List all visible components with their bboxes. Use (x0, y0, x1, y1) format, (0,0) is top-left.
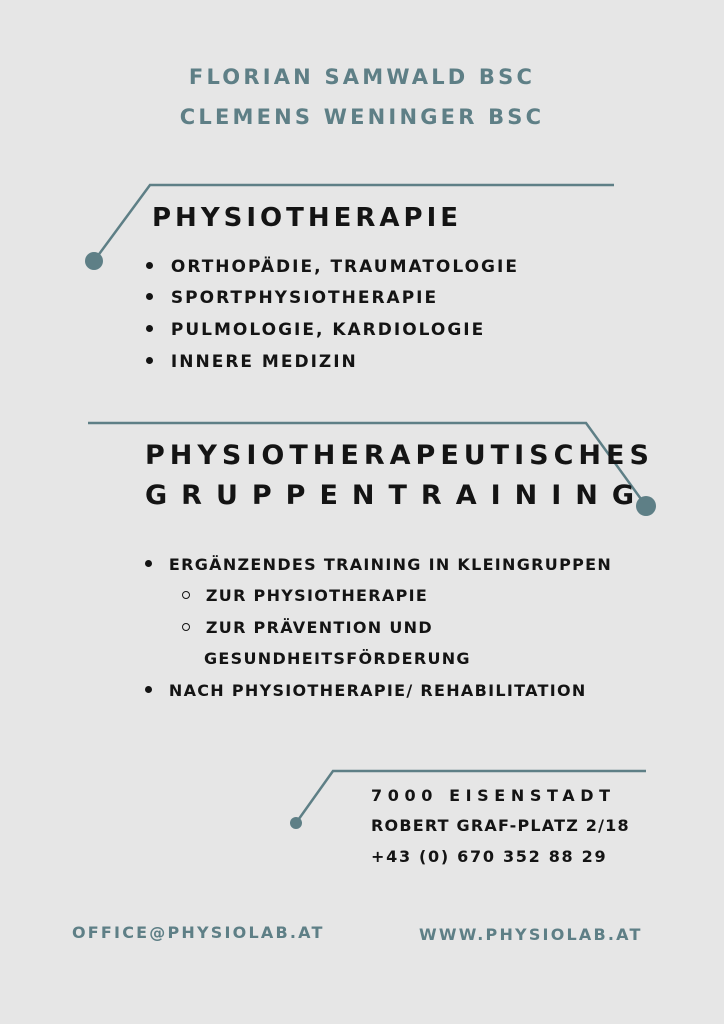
sub-list-item (182, 586, 428, 605)
hollow-bullet-icon (182, 623, 190, 631)
list-item-label: NACH PHYSIOTHERAPIE/ REHABILITATION (168, 681, 587, 700)
sub-list-item-continuation: GESUNDHEITSFÖRDERUNG (204, 649, 471, 668)
list-item (146, 320, 485, 340)
section-title-gruppentraining-line1: PHYSIOTHERAPEUTISCHES (145, 440, 654, 471)
sub-list-item (182, 618, 433, 637)
bullet-icon (146, 357, 153, 364)
list-item (145, 681, 587, 700)
list-item (145, 555, 612, 574)
bullet-icon (146, 262, 153, 269)
list-item-label: ERGÄNZENDES TRAINING IN KLEINGRUPPEN (168, 555, 613, 574)
list-item-label: ORTHOPÄDIE, TRAUMATOLOGIE (170, 257, 519, 277)
bullet-icon (146, 325, 153, 332)
sub-list-item-label: ZUR PHYSIOTHERAPIE (205, 586, 429, 605)
bullet-icon (146, 293, 153, 300)
section-title-gruppentraining-line2: GRUPPENTRAINING (145, 480, 649, 511)
section-title-physiotherapie: PHYSIOTHERAPIE (152, 203, 463, 233)
address-street: ROBERT GRAF-PLATZ 2/18 (371, 816, 630, 835)
list-item (146, 257, 519, 277)
bullet-icon (145, 686, 152, 693)
name-florian: FLORIAN SAMWALD BSC (188, 65, 536, 89)
list-item-label: SPORTPHYSIOTHERAPIE (170, 288, 439, 308)
address-phone: +43 (0) 670 352 88 29 (371, 847, 608, 866)
list-item-label: PULMOLOGIE, KARDIOLOGIE (170, 320, 486, 340)
list-item (146, 352, 358, 372)
list-item-label: INNERE MEDIZIN (170, 352, 358, 372)
list-item (146, 288, 438, 308)
connector-dot-1 (85, 252, 103, 270)
website-link[interactable]: WWW.PHYSIOLAB.AT (419, 925, 643, 944)
hollow-bullet-icon (182, 591, 190, 599)
address-city: 7000 EISENSTADT (371, 786, 616, 805)
connector-dot-3 (290, 817, 302, 829)
sub-list-item-label: ZUR PRÄVENTION UND (205, 618, 433, 637)
bullet-icon (145, 560, 152, 567)
name-clemens: CLEMENS WENINGER BSC (179, 105, 545, 129)
email-link[interactable]: OFFICE@PHYSIOLAB.AT (72, 923, 325, 942)
